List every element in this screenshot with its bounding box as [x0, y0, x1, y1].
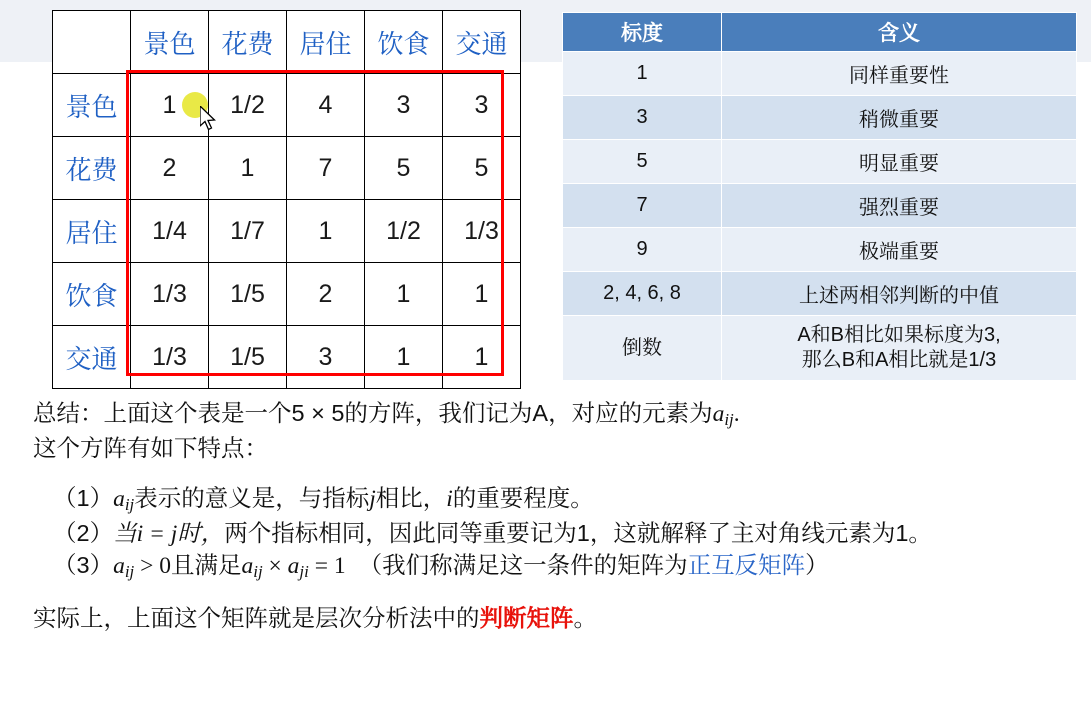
- item-1-i-symbol: i: [446, 485, 453, 512]
- summary-line-1-text: 总结：上面这个表是一个5 × 5的方阵，我们记为A，对应的元素为: [33, 400, 713, 426]
- scale-legend: [562, 12, 1077, 381]
- legend-row: [563, 52, 1077, 96]
- legend-meaning-5: 上述两相邻判断的中值: [722, 272, 1077, 316]
- matrix-cell-1-3: 5: [365, 137, 443, 200]
- item-3-a-symbol-1: a: [113, 553, 125, 580]
- matrix-cell-0-1: 1/2: [209, 74, 287, 137]
- legend-meaning-4: 极端重要: [722, 228, 1077, 272]
- matrix-cell-0-3: 3: [365, 74, 443, 137]
- item-2-condition: 当i = j时，: [113, 520, 225, 547]
- matrix-cell-3-1: 1/5: [209, 263, 287, 326]
- legend-scale-2: 5: [563, 140, 722, 184]
- legend-header-scale: 标度: [563, 13, 722, 52]
- item-3-a-symbol-2: a: [241, 553, 254, 580]
- legend-row: [563, 140, 1077, 184]
- item-3-a-symbol-3: a: [287, 553, 300, 580]
- legend-scale-4: 9: [563, 228, 722, 272]
- item-3-a-subscript-2: ij: [253, 562, 263, 582]
- summary-a-subscript: ij: [724, 410, 734, 430]
- scale-legend-table: [562, 12, 1077, 381]
- item-3-prefix: （3）: [53, 552, 114, 579]
- legend-scale-5: 2, 4, 6, 8: [563, 272, 722, 316]
- final-text-a: 实际上，上面这个矩阵就是层次分析法中的: [33, 605, 480, 632]
- legend-header-meaning: 含义: [722, 13, 1077, 52]
- matrix-row-header-4: 交通: [53, 326, 131, 389]
- matrix-corner-cell: [53, 11, 131, 74]
- matrix-row-header-3: 饮食: [53, 263, 131, 326]
- matrix-cell-2-2: 1: [287, 200, 365, 263]
- matrix-cell-2-3: 1/2: [365, 200, 443, 263]
- matrix-cell-0-2: 4: [287, 74, 365, 137]
- item-3-equals: = 1: [308, 553, 346, 580]
- legend-meaning-6: [722, 316, 1077, 381]
- item-1-a-subscript: ij: [124, 494, 135, 514]
- matrix-cell-1-2: 7: [287, 137, 365, 200]
- matrix-cell-3-3: 1: [365, 263, 443, 326]
- matrix-header-row: [53, 11, 521, 74]
- legend-scale-3: 7: [563, 184, 722, 228]
- item-1-j-symbol: j: [369, 485, 376, 512]
- summary-line-2: 这个方阵有如下特点：: [33, 435, 268, 462]
- explanation-text: [33, 402, 1073, 639]
- summary-line-1: [33, 402, 1073, 429]
- matrix-row-header-0: 景色: [53, 74, 131, 137]
- matrix-col-header-1: 花费: [209, 11, 287, 74]
- matrix-col-header-0: 景色: [131, 11, 209, 74]
- matrix-cell-4-4: 1: [443, 326, 521, 389]
- item-1: [33, 484, 1073, 514]
- legend-meaning-3: 强烈重要: [722, 184, 1077, 228]
- item-1-text-a: 表示的意义是，与指标: [134, 484, 370, 511]
- legend-meaning-2: 明显重要: [722, 140, 1077, 184]
- legend-row: [563, 316, 1077, 381]
- judgement-matrix: [52, 10, 521, 389]
- item-1-text-c: 的重要程度。: [452, 484, 594, 511]
- matrix-cell-3-2: 2: [287, 263, 365, 326]
- legend-row: [563, 228, 1077, 272]
- matrix-col-header-2: 居住: [287, 11, 365, 74]
- item-2-text: 两个指标相同，因此同等重要记为1，这就解释了主对角线元素为1。: [224, 519, 932, 546]
- matrix-row-header-1: 花费: [53, 137, 131, 200]
- legend-scale-1: 3: [563, 96, 722, 140]
- matrix-cell-4-3: 1: [365, 326, 443, 389]
- summary-a-symbol: a: [712, 401, 725, 427]
- legend-scale-0: 1: [563, 52, 722, 96]
- matrix-row: [53, 74, 521, 137]
- matrix-col-header-4: 交通: [443, 11, 521, 74]
- item-2-prefix: （2）: [53, 519, 114, 546]
- legend-row: [563, 96, 1077, 140]
- final-text-b: 。: [573, 605, 597, 632]
- legend-meaning-1: 稍微重要: [722, 96, 1077, 140]
- final-highlight-term: 判断矩阵: [479, 605, 574, 632]
- matrix-cell-0-4: 3: [443, 74, 521, 137]
- legend-meaning-6-line1: A和B相比如果标度为3,: [797, 324, 1001, 346]
- matrix-cell-4-1: 1/5: [209, 326, 287, 389]
- item-3-relation-1: > 0且满足: [134, 553, 242, 580]
- legend-meaning-6-line2: 那么B和A相比就是1/3: [801, 349, 997, 371]
- matrix-row-header-2: 居住: [53, 200, 131, 263]
- matrix-col-header-3: 饮食: [365, 11, 443, 74]
- summary-line-1-period: .: [733, 401, 740, 427]
- item-1-a-symbol: a: [113, 485, 125, 512]
- matrix-cell-0-0: 1: [131, 74, 209, 137]
- final-line: [33, 607, 1073, 631]
- item-3-a-subscript-3: ji: [299, 562, 309, 582]
- matrix-cell-1-1: 1: [209, 137, 287, 200]
- legend-row: [563, 184, 1077, 228]
- item-1-prefix: （1）: [53, 484, 114, 511]
- item-3-text-a: （我们称满足这一条件的矩阵为: [358, 552, 688, 579]
- item-3: [33, 554, 1073, 581]
- matrix-cell-2-0: 1/4: [131, 200, 209, 263]
- matrix-cell-1-0: 2: [131, 137, 209, 200]
- item-2: [33, 519, 1073, 547]
- judgement-matrix-table: [52, 10, 521, 389]
- matrix-row: [53, 263, 521, 326]
- matrix-cell-3-0: 1/3: [131, 263, 209, 326]
- item-3-times: ×: [262, 553, 288, 580]
- matrix-cell-4-2: 3: [287, 326, 365, 389]
- legend-row: [563, 272, 1077, 316]
- matrix-cell-2-4: 1/3: [443, 200, 521, 263]
- matrix-cell-1-4: 5: [443, 137, 521, 200]
- matrix-cell-3-4: 1: [443, 263, 521, 326]
- matrix-cell-2-1: 1/7: [209, 200, 287, 263]
- legend-scale-6: 倒数: [563, 316, 722, 381]
- item-3-highlight-term: 正互反矩阵: [687, 552, 806, 579]
- item-3-a-subscript-1: ij: [124, 562, 135, 582]
- matrix-row: [53, 200, 521, 263]
- legend-header-row: [563, 13, 1077, 52]
- matrix-row: [53, 137, 521, 200]
- matrix-cell-4-0: 1/3: [131, 326, 209, 389]
- legend-meaning-0: 同样重要性: [722, 52, 1077, 96]
- item-1-text-b: 相比，: [375, 484, 447, 511]
- matrix-row: [53, 326, 521, 389]
- item-3-text-b: ）: [805, 552, 829, 579]
